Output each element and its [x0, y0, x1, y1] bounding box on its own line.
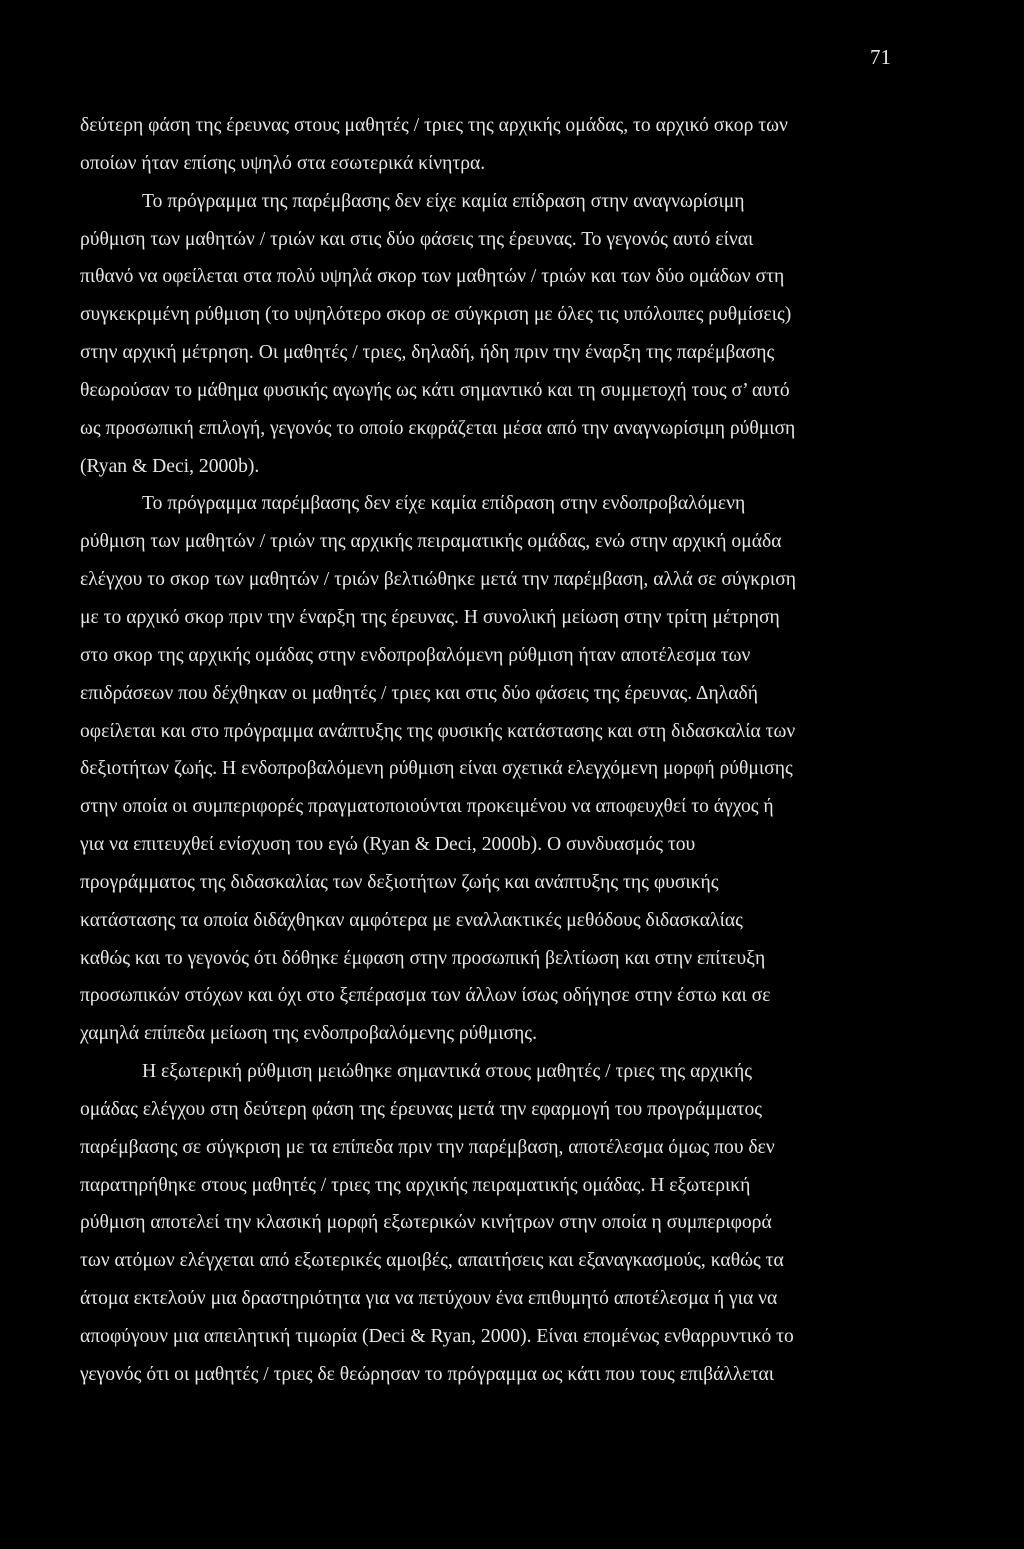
text-line: για να επιτευχθεί ενίσχυση του εγώ (Ryan & Deci, 2000b). Ο συνδυασμός του — [80, 834, 696, 856]
text-line: αποφύγουν μια απειλητική τιμωρία (Deci & Ryan, 2000). Είναι επομένως ενθαρρυντικό το — [80, 1326, 794, 1347]
text-line: επιδράσεων που δέχθηκαν οι μαθητές / τριες και στις δύο φάσεις της έρευνας. Δηλαδή — [80, 682, 759, 704]
text-line: ελέγχου το σκορ των μαθητών / τριών βελτιώθηκε μετά την παρέμβαση, αλλά σε σύγκριση — [80, 569, 797, 591]
text-line: προσωπικών στόχων και όχι στο ξεπέρασμα των άλλων ίσως οδήγησε στην έστω και σε — [80, 985, 771, 1007]
text-line: πιθανό να οφείλεται στα πολύ υψηλά σκορ των μαθητών / τριών και των δύο ομάδων στη — [80, 266, 785, 288]
text-line: ρύθμιση των μαθητών / τριών και στις δύο φάσεις της έρευνας. Το γεγονός αυτό είναι — [80, 228, 754, 250]
text-line: οποίων ήταν επίσης υψηλό στα εσωτερικά κίνητρα. — [80, 152, 486, 174]
text-line: με το αρχικό σκορ πριν την έναρξη της έρευνας. Η συνολική μείωση στην τρίτη μέτρηση — [80, 606, 780, 628]
text-line: δεξιοτήτων ζωής. Η ενδοπροβαλόμενη ρύθμιση είναι σχετικά ελεγχόμενη μορφή ρύθμισης — [80, 758, 793, 780]
text-line: Το πρόγραμμα παρέμβασης δεν είχε καμία επίδραση στην ενδοπροβαλόμενη — [142, 493, 746, 515]
text-line: παρατηρήθηκε στους μαθητές / τριες της αρχικής πειραματικής ομάδας. Η εξωτερική — [80, 1174, 751, 1196]
text-line: ρύθμιση αποτελεί την κλασική μορφή εξωτερικών κινήτρων στην οποία η συμπεριφορά — [80, 1212, 772, 1234]
text-line: στο σκορ της αρχικής ομάδας στην ενδοπροβαλόμενη ρύθμιση ήταν αποτέλεσμα των — [80, 644, 751, 666]
text-line: συγκεκριμένη ρύθμιση (το υψηλότερο σκορ σε σύγκριση με όλες τις υπόλοιπες ρυθμίσεις) — [80, 304, 792, 326]
text-line: παρέμβασης σε σύγκριση με τα επίπεδα πριν την παρέμβαση, αποτέλεσμα όμως που δεν — [80, 1136, 775, 1158]
text-line: Η εξωτερική ρύθμιση μειώθηκε σημαντικά στους μαθητές / τριες της αρχικής — [142, 1061, 752, 1083]
text-line: ομάδας ελέγχου στη δεύτερη φάση της έρευνας μετά την εφαρμογή του προγράμματος — [80, 1098, 763, 1120]
text-line: άτομα εκτελούν μια δραστηριότητα για να πετύχουν ένα επιθυμητό αποτέλεσμα ή για να — [80, 1288, 778, 1310]
text-line: ρύθμιση των μαθητών / τριών της αρχικής πειραματικής ομάδας, ενώ στην αρχική ομάδα — [80, 531, 782, 553]
text-line: (Ryan & Deci, 2000b). — [80, 455, 260, 477]
text-line: οφείλεται και στο πρόγραμμα ανάπτυξης της φυσικής κατάστασης και στη διδασκαλία των — [80, 720, 796, 742]
text-line: Το πρόγραμμα της παρέμβασης δεν είχε καμία επίδραση στην αναγνωρίσιμη — [142, 190, 745, 212]
text-line: καθώς και το γεγονός ότι δόθηκε έμφαση στην προσωπική βελτίωση και στην επίτευξη — [80, 947, 766, 969]
text-line: δεύτερη φάση της έρευνας στους μαθητές / τριες της αρχικής ομάδας, το αρχικό σκορ των — [80, 115, 788, 136]
page-number: 71 — [870, 45, 891, 69]
text-line: των ατόμων ελέγχεται από εξωτερικές αμοιβές, απαιτήσεις και εξαναγκασμούς, καθώς τα — [80, 1250, 784, 1272]
text-line: θεωρούσαν το μάθημα φυσικής αγωγής ως κάτι σημαντικό και τη συμμετοχή τους σ’ αυτό — [80, 379, 790, 401]
text-line: ως προσωπική επιλογή, γεγονός το οποίο εκφράζεται μέσα από την αναγνωρίσιμη ρύθμιση — [80, 417, 796, 439]
text-line: στην αρχική μέτρηση. Οι μαθητές / τριες, δηλαδή, ήδη πριν την έναρξη της παρέμβασης — [80, 342, 775, 364]
text-line: στην οποία οι συμπεριφορές πραγματοποιούνται προκειμένου να αποφευχθεί το άγχος ή — [80, 796, 774, 818]
text-line: χαμηλά επίπεδα μείωση της ενδοπροβαλόμενης ρύθμισης. — [80, 1023, 537, 1045]
document-body — [80, 107, 900, 1394]
text-line: προγράμματος της διδασκαλίας των δεξιοτήτων ζωής και ανάπτυξης της φυσικής — [80, 871, 719, 893]
text-line: κατάστασης τα οποία διδάχθηκαν αμφότερα με εναλλακτικές μεθόδους διδασκαλίας — [80, 909, 743, 931]
text-line: γεγονός ότι οι μαθητές / τριες δε θεώρησαν το πρόγραμμα ως κάτι που τους επιβάλλεται — [80, 1363, 774, 1385]
